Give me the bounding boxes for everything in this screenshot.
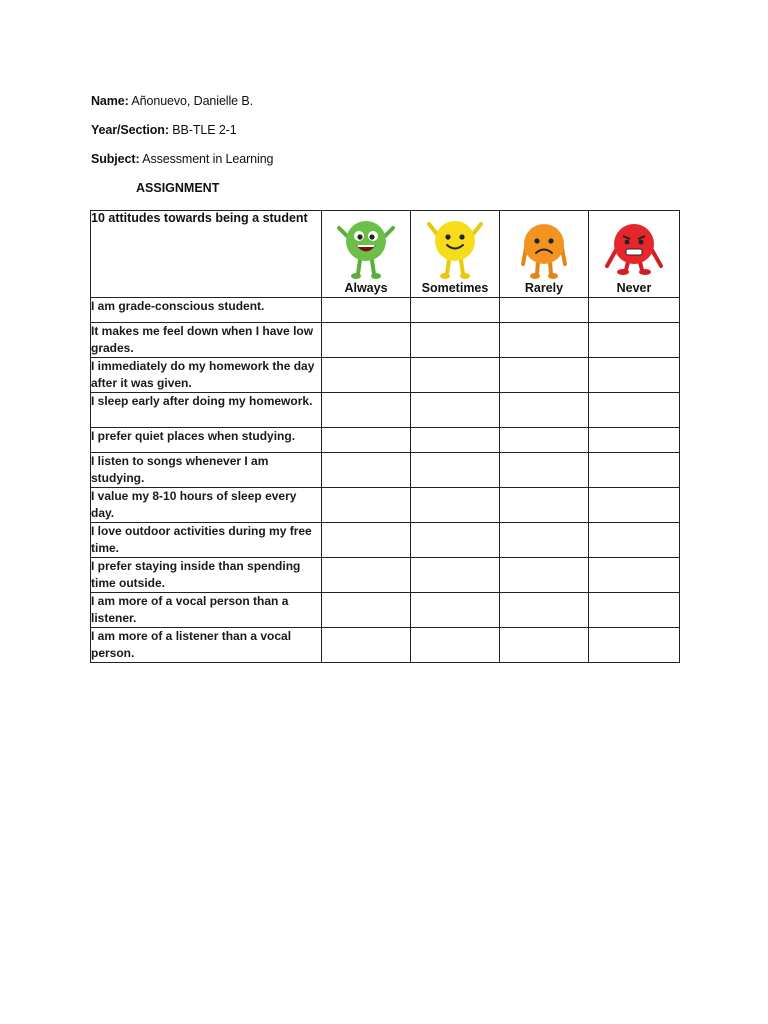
table-row <box>91 628 680 663</box>
option-header-rarely <box>500 211 589 298</box>
answer-cell-never[interactable] <box>589 453 680 488</box>
answer-cell-always[interactable] <box>322 558 411 593</box>
answer-cell-rarely[interactable] <box>500 323 589 358</box>
answer-cell-never[interactable] <box>589 593 680 628</box>
answer-cell-rarely[interactable] <box>500 593 589 628</box>
name-label: Name: <box>91 94 129 108</box>
table-row <box>91 298 680 323</box>
answer-cell-never[interactable] <box>589 428 680 453</box>
answer-cell-always[interactable] <box>322 358 411 393</box>
subject-label: Subject: <box>91 152 140 166</box>
answer-cell-rarely[interactable] <box>500 628 589 663</box>
year-section-line <box>91 123 237 137</box>
answer-cell-sometimes[interactable] <box>411 298 500 323</box>
answer-cell-sometimes[interactable] <box>411 488 500 523</box>
table-row <box>91 523 680 558</box>
happy-green-icon <box>331 214 401 280</box>
answer-cell-never[interactable] <box>589 323 680 358</box>
answer-cell-rarely[interactable] <box>500 298 589 323</box>
table-row <box>91 393 680 428</box>
table-prompt: 10 attitudes towards being a student <box>91 211 322 298</box>
attitude-survey-table <box>90 210 680 663</box>
answer-cell-never[interactable] <box>589 628 680 663</box>
answer-cell-never[interactable] <box>589 358 680 393</box>
answer-cell-rarely[interactable] <box>500 358 589 393</box>
answer-cell-sometimes[interactable] <box>411 393 500 428</box>
table-row <box>91 558 680 593</box>
subject-value: Assessment in Learning <box>142 152 274 166</box>
table-header-row <box>91 211 680 298</box>
answer-cell-rarely[interactable] <box>500 428 589 453</box>
assignment-heading: ASSIGNMENT <box>136 181 220 195</box>
year-section-value: BB-TLE 2-1 <box>172 123 237 137</box>
year-section-label: Year/Section: <box>91 123 169 137</box>
option-header-never <box>589 211 680 298</box>
answer-cell-rarely[interactable] <box>500 558 589 593</box>
table-row <box>91 358 680 393</box>
option-label-always: Always <box>344 281 388 295</box>
answer-cell-always[interactable] <box>322 323 411 358</box>
answer-cell-never[interactable] <box>589 523 680 558</box>
answer-cell-always[interactable] <box>322 393 411 428</box>
statement-cell: I am grade-conscious student. <box>91 298 322 323</box>
statement-cell: I prefer quiet places when studying. <box>91 428 322 453</box>
table-row <box>91 593 680 628</box>
option-label-rarely: Rarely <box>524 281 564 295</box>
answer-cell-always[interactable] <box>322 488 411 523</box>
answer-cell-sometimes[interactable] <box>411 428 500 453</box>
statement-cell: I prefer staying inside than spending time outside. <box>91 558 322 593</box>
statement-cell: I value my 8-10 hours of sleep every day. <box>91 488 322 523</box>
statement-cell: I sleep early after doing my homework. <box>91 393 322 428</box>
answer-cell-always[interactable] <box>322 453 411 488</box>
subject-line <box>91 152 273 166</box>
statement-cell: It makes me feel down when I have low grades. <box>91 323 322 358</box>
answer-cell-never[interactable] <box>589 558 680 593</box>
statement-cell: I am more of a vocal person than a listener. <box>91 593 322 628</box>
name-value: Añonuevo, Danielle B. <box>131 94 254 108</box>
answer-cell-sometimes[interactable] <box>411 523 500 558</box>
option-label-never: Never <box>616 281 652 295</box>
answer-cell-rarely[interactable] <box>500 453 589 488</box>
answer-cell-always[interactable] <box>322 593 411 628</box>
answer-cell-always[interactable] <box>322 298 411 323</box>
answer-cell-rarely[interactable] <box>500 488 589 523</box>
answer-cell-always[interactable] <box>322 523 411 558</box>
answer-cell-sometimes[interactable] <box>411 558 500 593</box>
answer-cell-sometimes[interactable] <box>411 453 500 488</box>
answer-cell-rarely[interactable] <box>500 393 589 428</box>
answer-cell-never[interactable] <box>589 488 680 523</box>
option-label-sometimes: Sometimes <box>421 281 489 295</box>
statement-cell: I immediately do my homework the day after it was given. <box>91 358 322 393</box>
answer-cell-never[interactable] <box>589 298 680 323</box>
answer-cell-rarely[interactable] <box>500 523 589 558</box>
option-header-sometimes <box>411 211 500 298</box>
answer-cell-never[interactable] <box>589 393 680 428</box>
statement-cell: I listen to songs whenever I am studying. <box>91 453 322 488</box>
angry-red-icon <box>599 214 669 280</box>
statement-cell: I love outdoor activities during my free time. <box>91 523 322 558</box>
answer-cell-sometimes[interactable] <box>411 358 500 393</box>
name-line <box>91 94 253 108</box>
table-row <box>91 453 680 488</box>
statement-cell: I am more of a listener than a vocal person. <box>91 628 322 663</box>
smile-yellow-icon <box>420 214 490 280</box>
answer-cell-sometimes[interactable] <box>411 628 500 663</box>
table-row <box>91 488 680 523</box>
table-row <box>91 428 680 453</box>
sad-orange-icon <box>509 214 579 280</box>
answer-cell-sometimes[interactable] <box>411 323 500 358</box>
option-header-always <box>322 211 411 298</box>
answer-cell-sometimes[interactable] <box>411 593 500 628</box>
table-row <box>91 323 680 358</box>
answer-cell-always[interactable] <box>322 428 411 453</box>
answer-cell-always[interactable] <box>322 628 411 663</box>
